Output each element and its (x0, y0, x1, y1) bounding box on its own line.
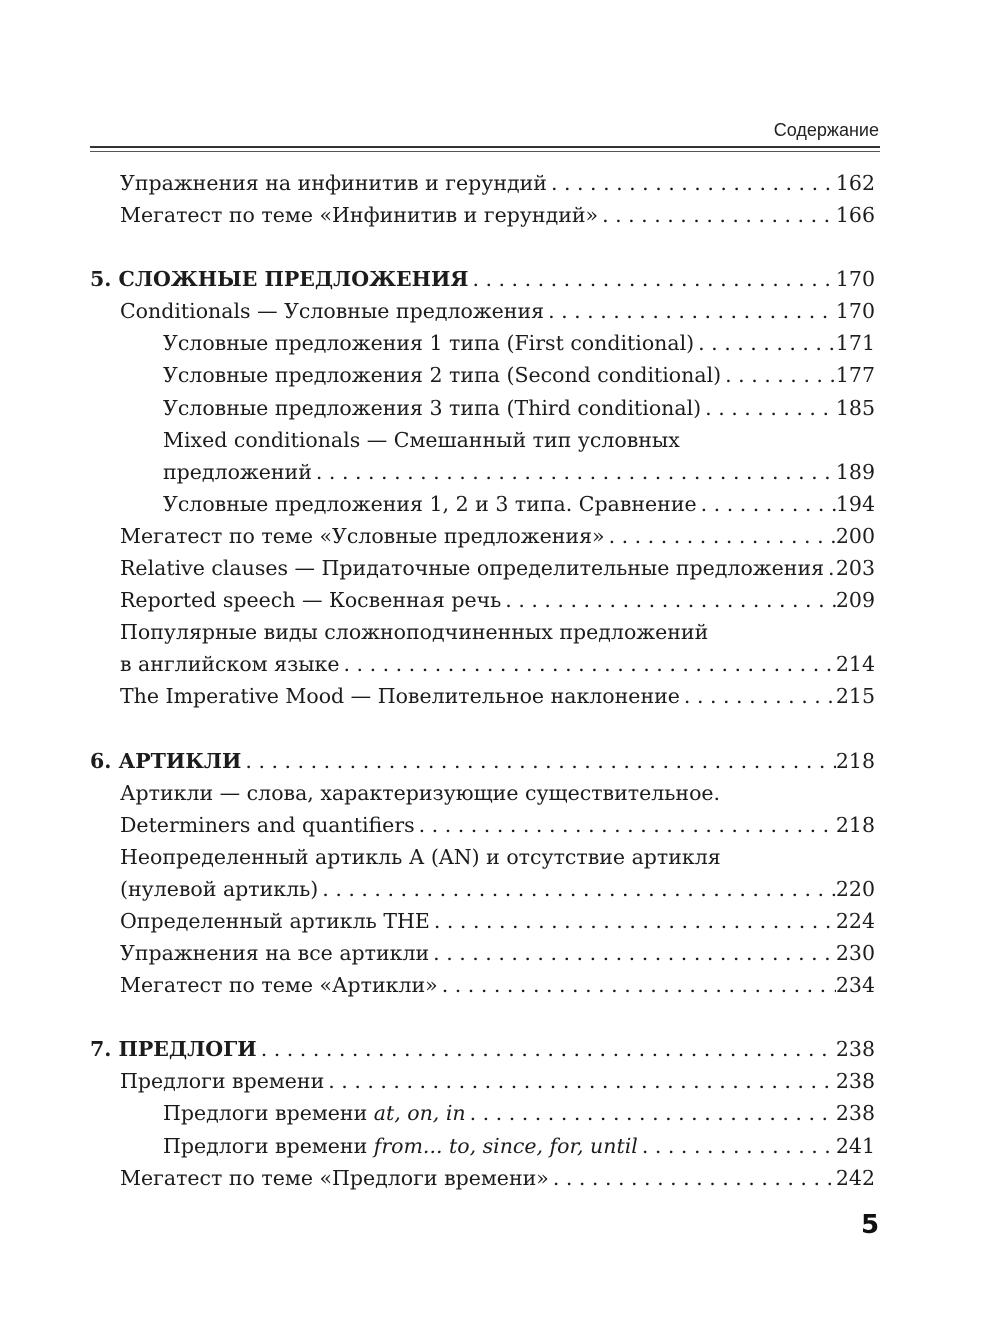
toc-entry-page: 162 (835, 171, 875, 195)
toc-entry-title-regular: Предлоги времени (163, 1101, 374, 1126)
toc-entry-title: Determiners and quantifiers (120, 812, 415, 837)
toc-entry (90, 1065, 875, 1097)
toc-entry (90, 584, 875, 616)
toc-entry-page: 215 (835, 684, 875, 709)
dot-leader (501, 584, 836, 616)
toc-subentry (90, 392, 875, 424)
toc-entry-page: 238 (835, 1069, 875, 1094)
toc-entry-page: 242 (835, 1165, 875, 1190)
toc-entry-page: 230 (835, 941, 875, 966)
toc-entry (90, 905, 875, 937)
toc-entry-title (163, 1097, 466, 1129)
dot-leader (241, 745, 835, 777)
toc-entry-title-italic: from... to, since, for, until (373, 1133, 638, 1158)
toc-chapter (90, 745, 875, 777)
toc-entry (90, 841, 875, 873)
toc-entry-page: 209 (835, 588, 875, 613)
toc-entry-page: 171 (835, 331, 875, 356)
dot-leader (638, 1130, 836, 1162)
toc-entry (90, 520, 875, 552)
toc-entry-title: Предлоги времени (120, 1069, 325, 1094)
toc-entry-title: Популярные виды сложноподчиненных предложений (120, 620, 709, 645)
table-of-contents (90, 167, 875, 1194)
toc-entry-title (163, 1130, 638, 1162)
toc-entry-page: 200 (835, 523, 875, 548)
toc-entry-page: 220 (835, 876, 875, 901)
toc-subentry (90, 1130, 875, 1162)
toc-entry-page: 224 (835, 908, 875, 933)
toc-entry-title: Reported speech — Косвенная речь (120, 588, 502, 613)
toc-chapter-title: 6. АРТИКЛИ (90, 748, 242, 773)
toc-entry (90, 295, 875, 327)
toc-entry-page: 177 (835, 363, 875, 388)
toc-entry-title: Упражнения на инфинитив и герундий (120, 171, 547, 195)
toc-entry-page: 170 (835, 267, 875, 292)
dot-leader (824, 552, 836, 584)
toc-entry-page: 185 (835, 395, 875, 420)
toc-entry-page: 189 (835, 459, 875, 484)
dot-leader (429, 937, 836, 969)
toc-entry-title: Неопределенный артикль А (AN) и отсутствие артикля (120, 844, 721, 869)
dot-leader (605, 520, 836, 552)
header-rule-thin (90, 151, 880, 152)
toc-entry-continuation (90, 648, 875, 680)
header-rule-thick (90, 146, 880, 148)
toc-chapter (90, 1033, 875, 1065)
dot-leader (430, 905, 836, 937)
toc-entry-title: в английском языке (120, 652, 340, 677)
toc-entry-title: Conditionals — Условные предложения (120, 299, 545, 324)
toc-entry-title: Определенный артикль THE (120, 908, 430, 933)
toc-entry-title: Mixed conditionals — Смешанный тип условных (163, 427, 680, 452)
dot-leader (318, 873, 836, 905)
toc-entry-title: Условные предложения 1 типа (First conditional) (163, 331, 695, 356)
section-spacer (90, 231, 875, 263)
toc-entry-title: Мегатест по теме «Предлоги времени» (120, 1165, 549, 1190)
running-header-title: Содержание (773, 120, 879, 140)
dot-leader (324, 1065, 836, 1097)
toc-subentry (90, 488, 875, 520)
toc-entry-title: предложений (163, 459, 312, 484)
toc-subentry-continuation (90, 456, 875, 488)
toc-entry-title: Мегатест по теме «Условные предложения» (120, 523, 605, 548)
toc-entry-page: 238 (835, 1037, 875, 1062)
dot-leader (721, 359, 836, 391)
dot-leader (257, 1033, 836, 1065)
dot-leader (598, 199, 836, 231)
dot-leader (415, 809, 836, 841)
toc-entry (90, 680, 875, 712)
toc-entry (90, 616, 875, 648)
dot-leader (694, 327, 836, 359)
dot-leader (547, 167, 836, 199)
toc-chapter-title: 5. СЛОЖНЫЕ ПРЕДЛОЖЕНИЯ (90, 267, 469, 292)
toc-entry (90, 552, 875, 584)
toc-entry-continuation (90, 873, 875, 905)
dot-leader (466, 1097, 836, 1129)
page-number: 5 (861, 1210, 880, 1240)
toc-entry-title-regular: Предлоги времени (163, 1133, 374, 1158)
toc-entry-title: Упражнения на все артикли (120, 941, 430, 966)
toc-entry-page: 214 (835, 652, 875, 677)
toc-entry-page: 218 (835, 748, 875, 773)
dot-leader (544, 295, 836, 327)
toc-entry-page: 218 (835, 812, 875, 837)
toc-chapter-title: 7. ПРЕДЛОГИ (90, 1037, 257, 1062)
toc-entry (90, 777, 875, 809)
dot-leader (312, 456, 836, 488)
toc-entry-title: Условные предложения 1, 2 и 3 типа. Сравнение (163, 491, 697, 516)
dot-leader (701, 392, 836, 424)
toc-entry-page: 194 (835, 491, 875, 516)
toc-entry-title: Условные предложения 2 типа (Second conditional) (163, 363, 722, 388)
toc-subentry (90, 1097, 875, 1129)
toc-entry (90, 1162, 875, 1194)
toc-entry-title: Relative clauses — Придаточные определительные предложения (120, 556, 825, 581)
section-spacer (90, 713, 875, 745)
dot-leader (438, 969, 836, 1001)
toc-entry-title: The Imperative Mood — Повелительное наклонение (120, 684, 680, 709)
toc-entry-title: (нулевой артикль) (120, 876, 319, 901)
toc-entry-page: 203 (835, 556, 875, 581)
toc-entry-title: Мегатест по теме «Артикли» (120, 973, 438, 998)
toc-entry-page: 234 (835, 973, 875, 998)
toc-entry-page: 241 (835, 1133, 875, 1158)
dot-leader (697, 488, 836, 520)
toc-entry (90, 937, 875, 969)
toc-entry (90, 969, 875, 1001)
toc-chapter (90, 263, 875, 295)
dot-leader (680, 680, 836, 712)
toc-entry-page: 166 (835, 203, 875, 228)
dot-leader (468, 263, 835, 295)
dot-leader (340, 648, 836, 680)
toc-entry-title: Артикли — слова, характеризующие существительное. (120, 780, 721, 805)
toc-entry-title: Условные предложения 3 типа (Third conditional) (163, 395, 702, 420)
toc-entry-page: 238 (835, 1101, 875, 1126)
toc-entry-title-italic: at, on, in (373, 1101, 466, 1126)
section-spacer (90, 1001, 875, 1033)
toc-subentry (90, 327, 875, 359)
dot-leader (549, 1162, 836, 1194)
toc-entry-continuation (90, 809, 875, 841)
toc-entry (90, 199, 875, 231)
toc-entry (90, 167, 875, 199)
toc-subentry (90, 424, 875, 456)
toc-entry-page: 170 (835, 299, 875, 324)
toc-subentry (90, 359, 875, 391)
toc-entry-title: Мегатест по теме «Инфинитив и герундий» (120, 203, 599, 228)
